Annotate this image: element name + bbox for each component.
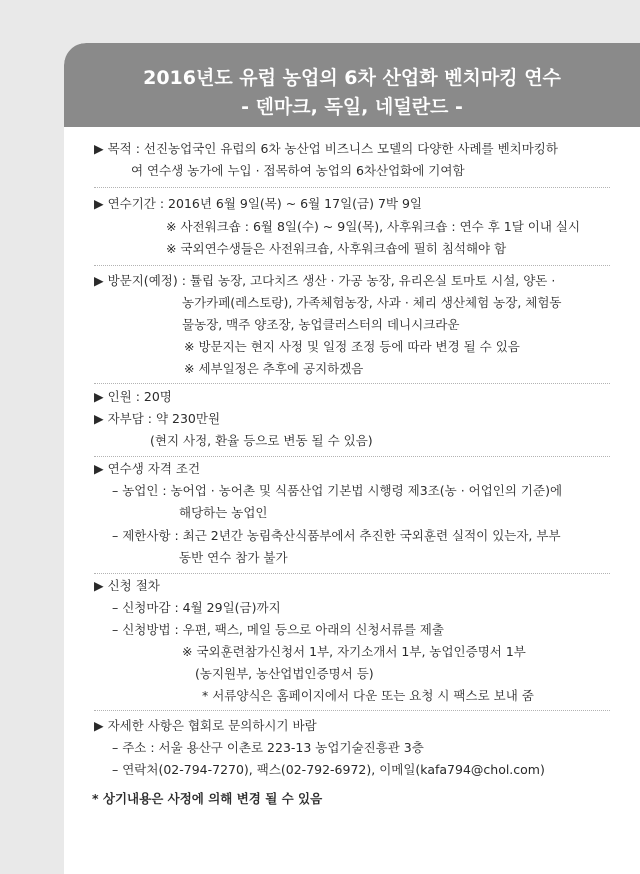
visit-line: ▶ 방문지(예정) : 튤립 농장, 고다치즈 생산 · 가공 농장, 유리온실 토마토 시설, 양돈 · — [94, 273, 556, 288]
divider — [94, 456, 610, 457]
period-line: ▶ 연수기간 : 2016년 6월 9일(목) ~ 6월 17일(금) 7박 9일 — [94, 196, 422, 211]
application-method: – 신청방법 : 우편, 팩스, 메일 등으로 아래의 신청서류를 제출 — [112, 622, 444, 637]
qualification-item: – 농업인 : 농어업 · 농어촌 및 식품산업 기본법 시행령 제3조(농 · 어업인의 기준)에 — [112, 483, 563, 498]
divider — [94, 573, 610, 574]
footnote: * 상기내용은 사정에 의해 변경 될 수 있음 — [92, 791, 323, 806]
cost-line: ▶ 자부담 : 약 230만원 — [94, 411, 221, 426]
page-subtitle: - 덴마크, 독일, 네덜란드 - — [241, 96, 463, 118]
contact-address: – 주소 : 서울 용산구 이촌로 223-13 농업기술진흥관 3층 — [112, 740, 424, 755]
visit-note: ※ 방문지는 현지 사정 및 일정 조정 등에 따라 변경 될 수 있음 — [184, 339, 520, 354]
purpose-line: 여 연수생 농가에 누입 · 접목하여 농업의 6차산업화에 기여함 — [131, 163, 465, 178]
qualification-item: 동반 연수 참가 불가 — [179, 550, 288, 565]
divider — [94, 187, 610, 188]
application-note: ※ 국외훈련참가신청서 1부, 자기소개서 1부, 농업인증명서 1부 — [182, 644, 526, 659]
application-heading: ▶ 신청 절차 — [94, 578, 160, 593]
visit-line: 농가카페(레스토랑), 가족체험농장, 사과 · 체리 생산체험 농장, 체험동 — [182, 295, 562, 310]
divider — [94, 710, 610, 711]
page-title: 2016년도 유럽 농업의 6차 산업화 벤치마킹 연수 — [143, 67, 561, 89]
purpose-line: ▶ 목적 : 선진농업국인 유럽의 6차 농산업 비즈니스 모델의 다양한 사례를 벤치마킹하 — [94, 141, 558, 156]
application-deadline: – 신청마감 : 4월 29일(금)까지 — [112, 600, 281, 615]
period-note: ※ 사전워크숍 : 6월 8일(수) ~ 9일(목), 사후워크숍 : 연수 후 1달 이내 실시 — [166, 219, 581, 234]
qualification-heading: ▶ 연수생 자격 조건 — [94, 461, 201, 476]
period-note: ※ 국외연수생들은 사전워크숍, 사후워크숍에 필히 침석해야 함 — [166, 241, 507, 256]
contact-heading: ▶ 자세한 사항은 협회로 문의하시기 바람 — [94, 718, 317, 733]
visit-note: ※ 세부일정은 추후에 공지하겠음 — [184, 361, 364, 376]
qualification-item: 해당하는 농업인 — [179, 505, 268, 520]
title-banner — [64, 43, 640, 127]
cost-note: (현지 사정, 환율 등으로 변동 될 수 있음) — [150, 433, 373, 448]
application-note: (농지원부, 농산업법인증명서 등) — [195, 666, 374, 681]
contact-phone: – 연락처(02-794-7270), 팩스(02-792-6972), 이메일(kafa794@chol.com) — [112, 762, 545, 777]
qualification-item: – 제한사항 : 최근 2년간 농림축산식품부에서 추진한 국외훈련 실적이 있는자, 부부 — [112, 528, 561, 543]
visit-line: 물농장, 맥주 양조장, 농업클러스터의 데니시크라운 — [182, 317, 460, 332]
divider — [94, 383, 610, 384]
notice-card — [64, 43, 640, 874]
divider — [94, 265, 610, 266]
people-line: ▶ 인원 : 20명 — [94, 389, 172, 404]
application-note: * 서류양식은 홈페이지에서 다운 또는 요청 시 팩스로 보내 줌 — [202, 688, 534, 703]
